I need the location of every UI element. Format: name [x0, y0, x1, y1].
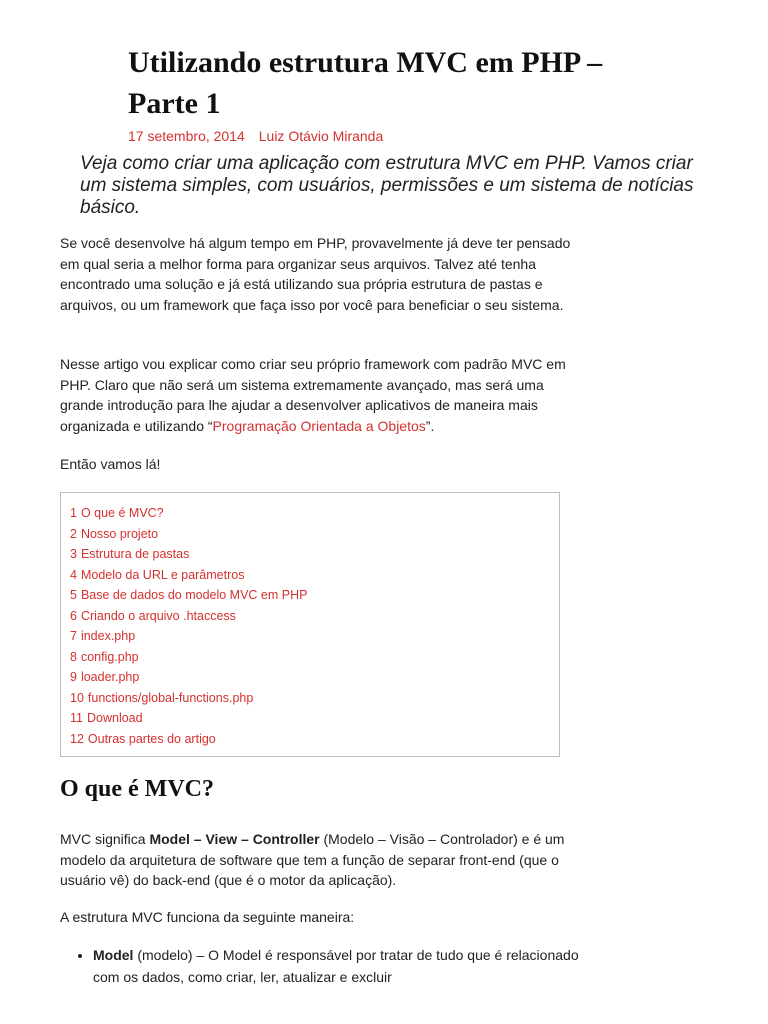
- toc-number: 2: [70, 526, 77, 541]
- toc-label: Modelo da URL e parâmetros: [80, 567, 245, 582]
- list-item: [93, 944, 593, 988]
- toc-item[interactable]: [70, 708, 307, 729]
- toc-label: Nosso projeto: [80, 526, 159, 541]
- toc-number: 7: [70, 629, 77, 643]
- article-lead: Veja como criar uma aplicação com estrutura MVC em PHP. Vamos criar um sistema simples, com usuários, permissões e um sistema de notícias básico.: [80, 153, 694, 218]
- model-term: Model: [93, 947, 134, 963]
- toc-number: 8: [70, 649, 77, 664]
- intro-paragraph: Se você desenvolve há algum tempo em PHP, provavelmente já deve ter pensado em qual seria a melhor forma para organizar seus arquivos. Talvez até tenha encontrado uma solução e já está utilizando sua própria estrutura de pastas e arquivos, ou um framework que faça isso por você para beneficiar o seu sistema.: [60, 235, 571, 313]
- mvc-bullet-list: [60, 944, 593, 988]
- toc-item[interactable]: [70, 585, 307, 606]
- mvc-definition-bold: Model – View – Controller: [149, 831, 320, 847]
- toc-item[interactable]: [70, 688, 307, 709]
- post-date-link[interactable]: 17 setembro, 2014: [128, 128, 245, 144]
- toc-item[interactable]: [70, 565, 307, 586]
- toc-item[interactable]: [70, 503, 307, 524]
- mvc-definition-end: (Modelo – Visão – Controlador) e é um modelo da arquitetura de software que tem a função de separar front-end (que o usuário vê) do back-end (que é o motor da aplicação).: [60, 831, 565, 888]
- framework-paragraph-end: ”.: [425, 417, 435, 434]
- mvc-definition-start: MVC significa: [60, 831, 150, 847]
- post-meta: [128, 127, 383, 145]
- toc-number: 5: [70, 588, 77, 602]
- toc-item[interactable]: [70, 544, 307, 565]
- toc-number: 12: [70, 731, 84, 746]
- toc-item[interactable]: [70, 606, 307, 627]
- oop-link[interactable]: Programação Orientada a Objetos: [212, 417, 426, 434]
- toc-label: config.php: [80, 649, 139, 664]
- article-title: Utilizando estrutura MVC em PHP – Parte 1: [128, 46, 603, 120]
- toc-label: Criando o arquivo .htaccess: [80, 608, 236, 623]
- toc-item[interactable]: [70, 647, 307, 668]
- toc-item[interactable]: [70, 667, 307, 688]
- toc-number: 4: [70, 567, 77, 582]
- model-description: (modelo) – O Model é responsável por tratar de tudo que é relacionado com os dados, como criar, ler, atualizar e excluir: [93, 947, 579, 985]
- toc-label: Estrutura de pastas: [80, 547, 190, 561]
- toc-label: Download: [86, 711, 143, 725]
- toc-number: 11: [70, 711, 83, 725]
- toc-number: 6: [70, 608, 77, 623]
- toc-label: functions/global-functions.php: [87, 690, 254, 705]
- toc-label: loader.php: [80, 670, 140, 684]
- toc-item[interactable]: [70, 626, 307, 647]
- table-of-contents: [60, 492, 560, 757]
- toc-number: 1: [70, 506, 77, 520]
- lets-go-paragraph: Então vamos lá!: [60, 456, 161, 472]
- framework-paragraph: [60, 354, 580, 436]
- toc-label: Base de dados do modelo MVC em PHP: [80, 588, 308, 602]
- toc-list: [70, 503, 307, 749]
- toc-label: O que é MVC?: [80, 506, 164, 520]
- toc-number: 10: [70, 690, 84, 705]
- framework-paragraph-text: Nesse artigo vou explicar como criar seu próprio framework com padrão MVC em PHP. Claro que não será um sistema extremamente avançado, mas será uma grande introdução para lhe ajudar a desenvolver aplicativos de maneira mais organizada e utilizando “: [60, 356, 566, 434]
- author-link[interactable]: Luiz Otávio Miranda: [258, 128, 384, 144]
- toc-number: 3: [70, 547, 77, 561]
- toc-item[interactable]: [70, 729, 307, 750]
- toc-label: Outras partes do artigo: [87, 731, 216, 746]
- mvc-structure-paragraph: A estrutura MVC funciona da seguinte maneira:: [60, 909, 355, 925]
- toc-number: 9: [70, 670, 77, 684]
- section-heading: O que é MVC?: [60, 776, 214, 802]
- toc-label: index.php: [80, 629, 136, 643]
- mvc-definition-paragraph: [60, 829, 580, 891]
- toc-item[interactable]: [70, 524, 307, 545]
